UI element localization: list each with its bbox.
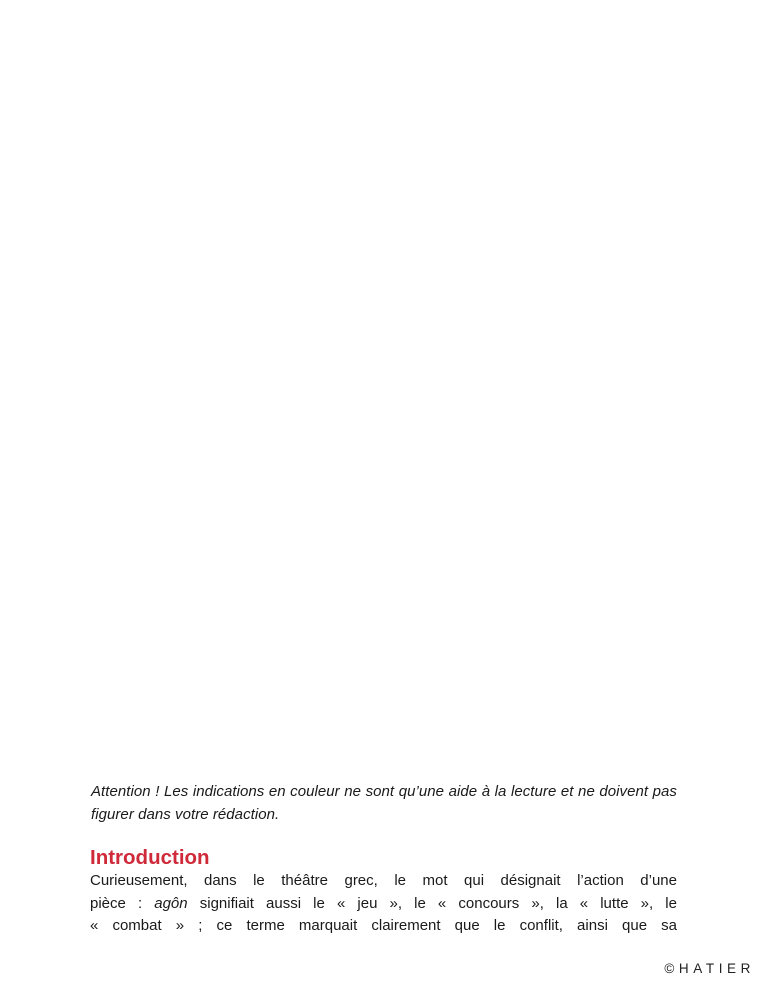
text-run: signifiait aussi le « jeu », le « concours », la « lutte », le <box>187 894 677 912</box>
paragraph-line <box>90 893 677 916</box>
text-run: pièce : <box>90 894 155 912</box>
paragraph-line <box>90 915 677 938</box>
paragraph-line <box>90 870 677 893</box>
text-run: « combat » ; ce terme marquait clairement que le conflit, ainsi que sa <box>90 917 677 934</box>
copyright-footer: ©HATIER <box>664 961 755 976</box>
greek-term: agôn <box>154 894 188 912</box>
introduction-paragraph <box>90 870 677 938</box>
text-run: Curieusement, dans le théâtre grec, le mot qui désignait l’action d’une <box>90 872 677 889</box>
reading-aid-notice: Attention ! Les indications en couleur ne sont qu’une aide à la lecture et ne doivent pas figurer dans votre rédaction. <box>91 783 677 823</box>
section-title: Introduction <box>90 846 210 869</box>
